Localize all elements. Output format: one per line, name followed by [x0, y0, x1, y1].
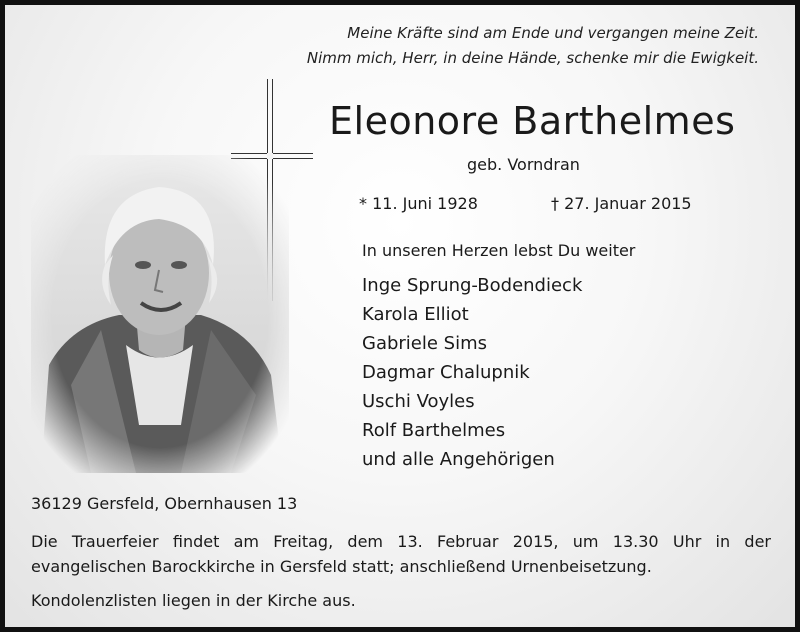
verse-line-1: Meine Kräfte sind am Ende und vergangen meine Zeit.: [347, 24, 759, 42]
deceased-name: Eleonore Barthelmes: [329, 99, 736, 143]
mourner-name: Dagmar Chalupnik: [362, 362, 530, 383]
mourner-name: und alle Angehörigen: [362, 449, 555, 470]
birth-date: * 11. Juni 1928: [359, 194, 478, 213]
mourner-name: Inge Sprung-Bodendieck: [362, 275, 583, 296]
mourner-name: Uschi Voyles: [362, 391, 475, 412]
maiden-name: geb. Vorndran: [467, 155, 580, 174]
mourner-name: Karola Elliot: [362, 304, 469, 325]
mourners-list: [362, 271, 582, 474]
mourner-name: Gabriele Sims: [362, 333, 488, 354]
funeral-service-info: Die Trauerfeier findet am Freitag, dem 13. Februar 2015, um 13.30 Uhr in der evangelischen Barockkirche in Gersfeld statt; anschließend Urnenbeisetzung.: [31, 532, 771, 576]
death-date: † 27. Januar 2015: [551, 194, 692, 213]
bible-verse: [307, 21, 759, 71]
portrait-photo: [31, 155, 289, 473]
mourner-name: Rolf Barthelmes: [362, 420, 506, 441]
memorial-phrase: In unseren Herzen lebst Du weiter: [362, 241, 636, 260]
address: 36129 Gersfeld, Obernhausen 13: [31, 494, 298, 513]
condolence-info: Kondolenzlisten liegen in der Kirche aus.: [31, 591, 356, 610]
verse-line-2: Nimm mich, Herr, in deine Hände, schenke mir die Ewigkeit.: [306, 49, 759, 67]
